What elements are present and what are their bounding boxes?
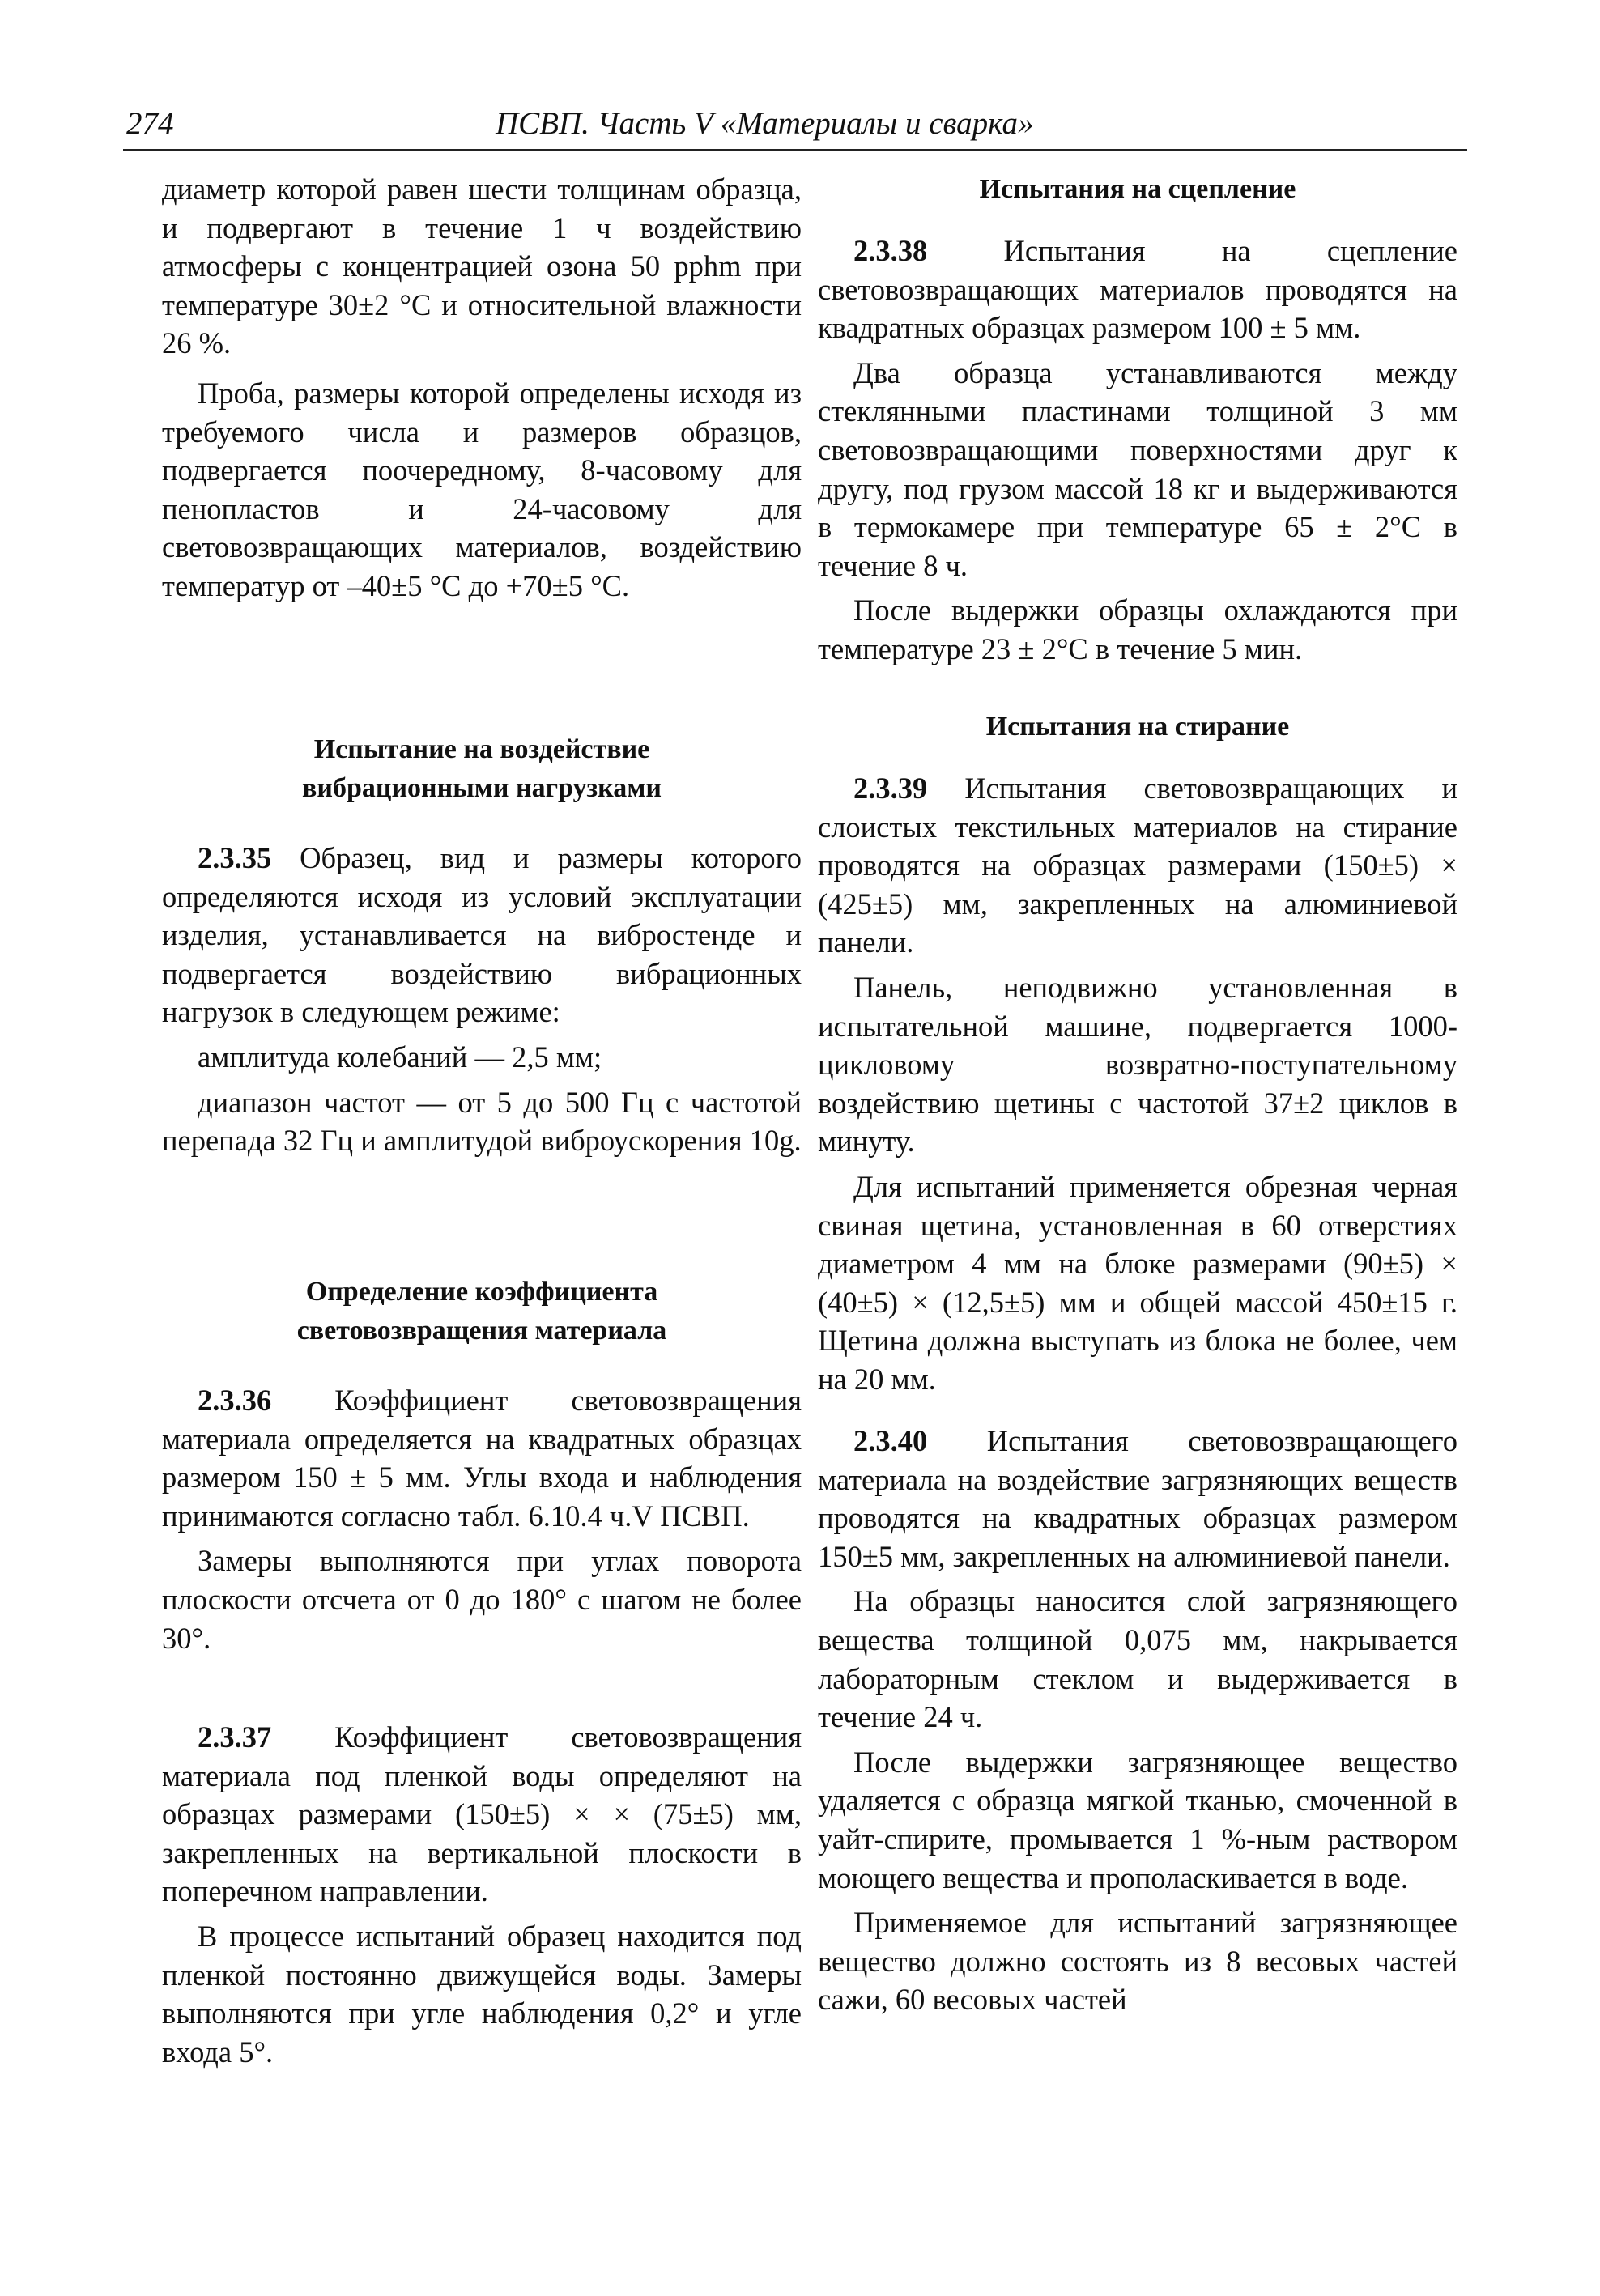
clause-text: Испытания на сцепление световозвращающих материалов проводятся на квадратных образцах размером 100 ± 5 мм. [818, 234, 1457, 345]
paragraph: диапазон частот — от 5 до 500 Гц с частотой перепада 32 Гц и амплитудой виброускорения 10g. [162, 1085, 802, 1158]
paragraph: Проба, размеры которой определены исходя из требуемого числа и размеров образцов, подвергается поочередному, 8-часовому для пенопластов и 24-часовому для световозвращающих материалов, воздействию температур от –40±5 °С до +70±5 °С. [162, 376, 802, 602]
paragraph-2-3-40 [818, 1422, 1457, 1575]
paragraph-2-3-38 [818, 232, 1457, 347]
paragraph-2-3-35 [162, 839, 802, 1031]
paragraph-2-3-39 [818, 769, 1457, 962]
page-header [123, 97, 1467, 151]
section-heading-abrasion: Испытания на стирание [985, 712, 1290, 742]
clause-text: Испытания световозвращающих и слоистых текстильных материалов на стирание проводятся на образцах размерами (150±5) × (425±5) мм, закрепленных на алюминиевой панели. [818, 772, 1458, 959]
running-title: ПСВП. Часть V «Материалы и сварка» [496, 106, 1034, 141]
clause-text: Коэффициент световозвращения материала определяется на квадратных образцах размером 150 ± 5 мм. Углы входа и наблюдения принимаются согласно табл. 6.10.4 ч.V ПСВП. [162, 1384, 802, 1533]
clause-number: 2.3.35 [198, 841, 272, 874]
paragraph: После выдержки загрязняющее вещество удаляется с образца мягкой тканью, смоченной в уайт-спирите, промывается 1 %-ным раствором моющего вещества и прополаскивается в воде. [818, 1745, 1457, 1894]
clause-number: 2.3.38 [853, 234, 928, 267]
clause-number: 2.3.40 [853, 1424, 928, 1457]
section-heading-adhesion: Испытания на сцепление [979, 174, 1296, 204]
paragraph: Для испытаний применяется обрезная черная свиная щетина, установленная в 60 отверстиях диаметром 4 мм на блоке размерами (90±5) × (40±5) × (12,5±5) мм и общей массой 450±15 г. Щетина должна выступать из блока не более, чем на 20 мм. [818, 1169, 1457, 1396]
paragraph: После выдержки образцы охлаждаются при температуре 23 ± 2°С в течение 5 мин. [818, 593, 1457, 665]
paragraph-2-3-36 [162, 1381, 802, 1535]
section-heading-coefficient [162, 1273, 802, 1350]
paragraph: Панель, неподвижно установленная в испытательной машине, подвергается 1000-цикловому возвратно-поступательному воздействию щетины с частотой 37±2 циклов в минуту. [818, 970, 1457, 1159]
heading-line: Испытание на воздействие [313, 734, 650, 764]
paragraph: Два образца устанавливаются между стеклянными пластинами толщиной 3 мм световозвращающими поверхностями друг к другу, под грузом массой 18 кг и выдерживаются в термокамере при температуре 65 ± 2°С в течение 8 ч. [818, 355, 1457, 582]
clause-text: Образец, вид и размеры которого определяются исходя из условий эксплуатации изделия, устанавливается на вибростенде и подвергается воздействию вибрационных нагрузок в следующем режиме: [162, 841, 802, 1029]
clause-text: Испытания световозвращающего материала на воздействие загрязняющих веществ проводятся на квадратных образцах размером 150±5 мм, закрепленных на алюминиевой панели. [818, 1424, 1457, 1573]
paragraph: В процессе испытаний образец находится под пленкой постоянно движущейся воды. Замеры выполняются при угле наблюдения 0,2° и угле входа 5°. [162, 1919, 802, 2069]
paragraph: диаметр которой равен шести толщинам образца, и подвергают в течение 1 ч воздействию атмосферы с концентрацией озона 50 pphm при температуре 30±2 °С и относительной влажности 26 %. [162, 172, 802, 360]
paragraph: На образцы наносится слой загрязняющего вещества толщиной 0,075 мм, накрывается лабораторным стеклом и выдерживается в течение 24 ч. [818, 1584, 1457, 1734]
heading-line: световозвращения материала [296, 1316, 667, 1346]
heading-line: вибрационными нагрузками [302, 773, 662, 803]
paragraph-2-3-37 [162, 1718, 802, 1911]
clause-number: 2.3.39 [853, 772, 928, 805]
page-number: 274 [126, 106, 174, 141]
paragraph: амплитуда колебаний — 2,5 мм; [198, 1040, 602, 1074]
heading-line: Определение коэффициента [305, 1277, 658, 1307]
clause-text: Коэффициент световозвращения материала под пленкой воды определяют на образцах размерами (150±5) × × (75±5) мм, закрепленных на вертикальной плоскости в поперечном направлении. [162, 1720, 802, 1908]
section-heading-vibration [162, 730, 802, 808]
paragraph: Применяемое для испытаний загрязняющее вещество должно состоять из 8 весовых частей сажи, 60 весовых частей [818, 1906, 1457, 2017]
paragraph: Замеры выполняются при углах поворота плоскости отсчета от 0 до 180° с шагом не более 30°. [162, 1544, 802, 1655]
clause-number: 2.3.37 [198, 1720, 272, 1754]
clause-number: 2.3.36 [198, 1384, 272, 1417]
